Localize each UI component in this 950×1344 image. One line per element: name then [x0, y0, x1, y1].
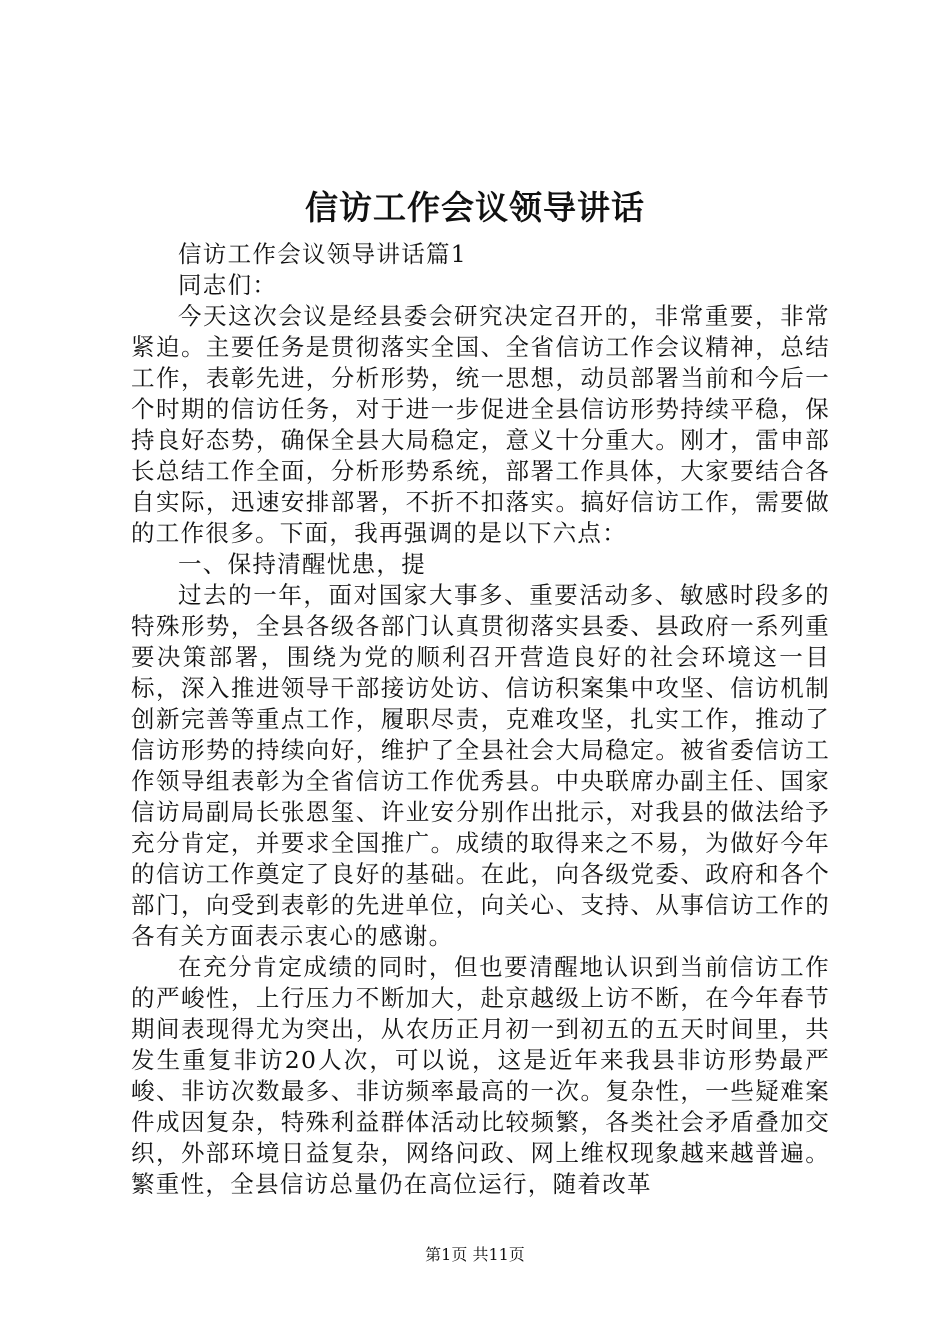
document-title: 信访工作会议领导讲话	[305, 188, 645, 227]
page-footer: 第1页 共11页	[425, 1245, 525, 1264]
salutation: 同志们：	[178, 271, 278, 299]
document-body	[131, 239, 830, 1200]
section-heading: 信访工作会议领导讲话篇1	[178, 240, 468, 268]
body-paragraph: 今天这次会议是经县委会研究决定召开的，非常重要，非常紧迫。主要任务是贯彻落实全国、全省信访工作会议精神，总结工作，表彰先进，分析形势，统一思想，动员部署当前和今后一个时期的信访任务，对于进一步促进全县信访形势持续平稳，保持良好态势，确保全县大局稳定，意义十分重大。刚才，雷申部长总结工作全面，分析形势系统，部署工作具体，大家要结合各自实际，迅速安排部署，不折不扣落实。搞好信访工作，需要做的工作很多。下面，我再强调的是以下六点：	[131, 302, 830, 547]
body-paragraph: 在充分肯定成绩的同时，但也要清醒地认识到当前信访工作的严峻性，上行压力不断加大，赴京越级上访不断，在今年春节期间表现得尤为突出，从农历正月初一到初五的五天时间里，共发生重复非访20人次，可以说，这是近年来我县非访形势最严峻、非访次数最多、非访频率最高的一次。复杂性，一些疑难案件成因复杂，特殊利益群体活动比较频繁，各类社会矛盾叠加交织，外部环境日益复杂，网络问政、网上维权现象越来越普遍。繁重性，全县信访总量仍在高位运行，随着改革	[131, 953, 830, 1198]
subheading: 一、保持清醒忧患，提	[178, 550, 426, 578]
body-paragraph: 过去的一年，面对国家大事多、重要活动多、敏感时段多的特殊形势，全县各级各部门认真贯彻落实县委、县政府一系列重要决策部署，围绕为党的顺利召开营造良好的社会环境这一目标，深入推进领导干部接访处访、信访积案集中攻坚、信访机制创新完善等重点工作，履职尽责，克难攻坚，扎实工作，推动了信访形势的持续向好，维护了全县社会大局稳定。被省委信访工作领导组表彰为全省信访工作优秀县。中央联席办副主任、国家信访局副局长张恩玺、许业安分别作出批示，对我县的做法给予充分肯定，并要求全国推广。成绩的取得来之不易，为做好今年的信访工作奠定了良好的基础。在此，向各级党委、政府和各个部门，向受到表彰的先进单位，向关心、支持、从事信访工作的各有关方面表示衷心的感谢。	[131, 581, 830, 950]
